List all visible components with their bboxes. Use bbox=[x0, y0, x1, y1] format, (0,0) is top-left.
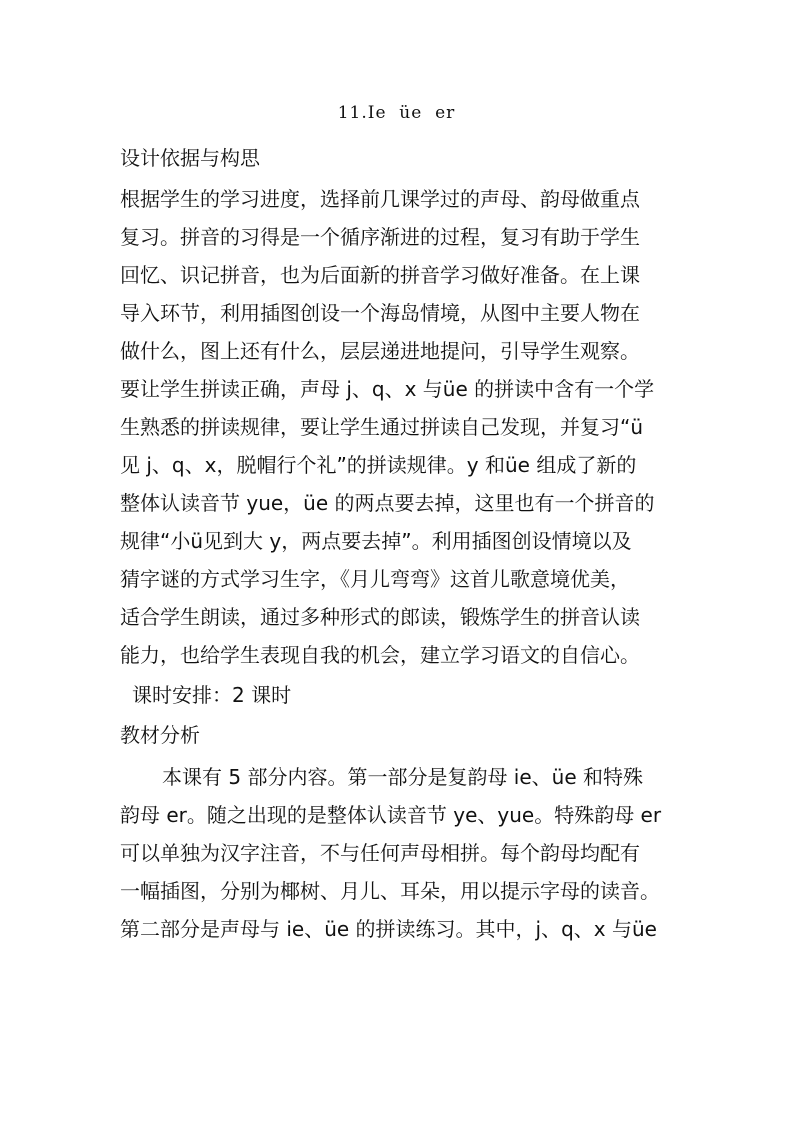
paragraph-line: 韵母 er。随之出现的是整体认读音节 ye、yue。特殊韵母 er bbox=[120, 803, 662, 827]
paragraph-line: 见 j、q、x，脱帽行个礼”的拼读规律。y 和üe 组成了新的 bbox=[120, 453, 637, 477]
section-heading-material: 教材分析 bbox=[120, 723, 200, 747]
paragraph-line: 要让学生拼读正确，声母 j、q、x 与üe 的拼读中含有一个学 bbox=[120, 377, 655, 401]
paragraph-line: 做什么，图上还有什么，层层递进地提问，引导学生观察。 bbox=[120, 339, 640, 363]
paragraph-line: 规律“小ü见到大 y，两点要去掉”。利用插图创设情境以及 bbox=[120, 529, 632, 553]
section-heading-design: 设计依据与构思 bbox=[120, 146, 260, 170]
paragraph-line: 猜字谜的方式学习生字，《月儿弯弯》这首儿歌意境优美， bbox=[120, 567, 630, 591]
paragraph-line: 能力，也给学生表现自我的机会，建立学习语文的自信心。 bbox=[120, 643, 640, 667]
paragraph-line: 生熟悉的拼读规律，要让学生通过拼读自己发现，并复习“ü bbox=[120, 415, 644, 439]
paragraph-line: 第二部分是声母与 ie、üe 的拼读练习。其中，j、q、x 与üe bbox=[120, 917, 657, 941]
class-schedule: 课时安排：2 课时 bbox=[132, 683, 292, 707]
paragraph-line: 适合学生朗读，通过多种形式的郎读，锻炼学生的拼音认读 bbox=[120, 605, 640, 629]
paragraph-line: 可以单独为汉字注音，不与任何声母相拼。每个韵母均配有 bbox=[120, 841, 640, 865]
paragraph-line: 回忆、识记拼音，也为后面新的拼音学习做好准备。在上课 bbox=[120, 263, 640, 287]
paragraph-line: 整体认读音节 yue，üe 的两点要去掉，这里也有一个拼音的 bbox=[120, 491, 655, 515]
lesson-title: 11.Ie üe er bbox=[337, 103, 456, 123]
paragraph-line: 本课有 5 部分内容。第一部分是复韵母 ie、üe 和特殊 bbox=[162, 765, 643, 789]
paragraph-line: 一幅插图，分别为椰树、月儿、耳朵，用以提示字母的读音。 bbox=[120, 879, 660, 903]
paragraph-line: 复习。拼音的习得是一个循序渐进的过程，复习有助于学生 bbox=[120, 225, 640, 249]
paragraph-line: 导入环节，利用插图创设一个海岛情境，从图中主要人物在 bbox=[120, 301, 640, 325]
paragraph-line: 根据学生的学习进度，选择前几课学过的声母、韵母做重点 bbox=[120, 187, 640, 211]
